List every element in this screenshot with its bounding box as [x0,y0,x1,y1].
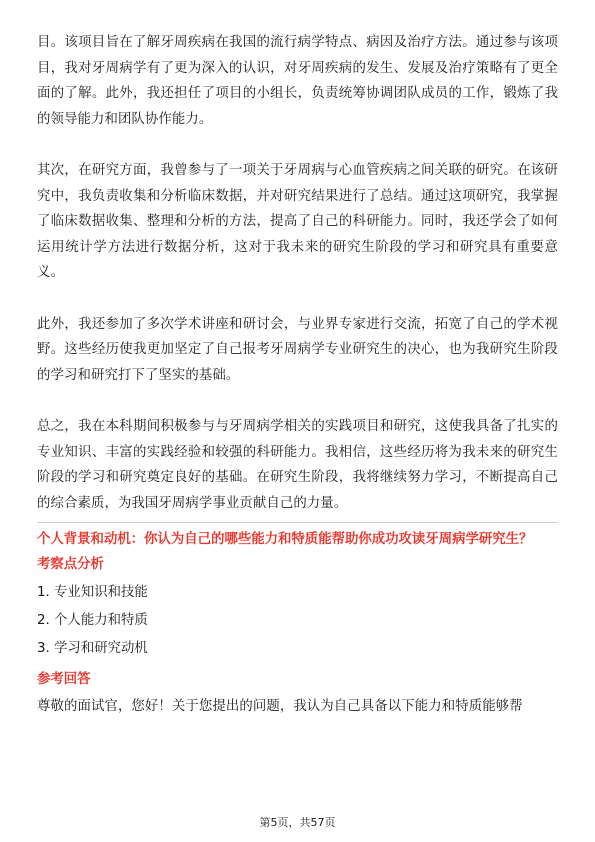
section-divider [37,522,558,523]
list-item: 1. 专业知识和技能 [37,585,148,601]
analysis-list [37,579,558,663]
answer-heading: 参考回答 [37,672,91,688]
body-paragraph-4: 总之，我在本科期间积极参与与牙周病学相关的实践项目和研究，这使我具备了扎实的专业知识、丰富的实践经验和较强的科研能力。我相信，这些经历将为我未来的研究生阶段的学习和研究奠定良好的基础。在研究生阶段，我将继续努力学习，不断提高自己的综合素质，为我国牙周病学事业贡献自己的力量。 [37,418,558,511]
page-number: 第5页，共57页 [259,816,336,829]
question-title: 个人背景和动机：你认为自己的哪些能力和特质能帮助你成功攻读牙周病学研究生？ [37,532,533,548]
list-item: 2. 个人能力和特质 [37,613,148,629]
body-paragraph-2: 其次，在研究方面，我曾参与了一项关于牙周病与心血管疾病之间关联的研究。在该研究中，我负责收集和分析临床数据，并对研究结果进行了总结。通过这项研究，我掌握了临床数据收集、整理和分析的方法，提高了自己的科研能力。同时，我还学会了如何运用统计学方法进行数据分析，这对于我未来的研究生阶段的学习和研究具有重要意义。 [37,162,558,281]
paragraph-gap [37,286,558,312]
list-item: 3. 学习和研究动机 [37,641,148,657]
body-paragraph-1: 目。该项目旨在了解牙周疾病在我国的流行病学特点、病因及治疗方法。通过参与该项目，我对牙周病学有了更为深入的认识，对牙周疾病的发生、发展及治疗策略有了更全面的了解。此外，我还担任了项目的小组长，负责统筹协调团队成员的工作，锻炼了我的领导能力和团队协作能力。 [37,35,558,127]
analysis-heading: 考察点分析 [37,557,104,573]
body-paragraph-3: 此外，我还参加了多次学术讲座和研讨会，与业界专家进行交流，拓宽了自己的学术视野。这些经历使我更加坚定了自己报考牙周病学专业研究生的决心，也为我研究生阶段的学习和研究打下了坚实的基础。 [37,316,558,383]
answer-paragraph: 尊敬的面试官，您好！关于您提出的问题，我认为自己具备以下能力和特质能够帮 [37,699,523,715]
paragraph-gap [37,132,558,158]
page-content [37,30,558,720]
paragraph-gap [37,388,558,414]
